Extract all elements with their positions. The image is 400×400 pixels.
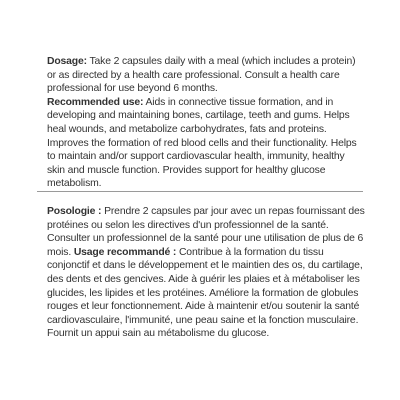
english-use-label: Recommended use: [47, 96, 144, 108]
french-use-text: Contribue à la formation du tissu conjonctif et dans le développement et le maintien des os, du cartilage, des dents et des gencives. Aide à guérir les plaies et à métaboliser les glucides, les lipides et les protéines. Améliore la formation de globules rouges et leur fonctionnement. Aide à maintenir et/ou soutenir la santé cardiovasculaire, l'immunité, une peau saine et la fonction musculaire. Fournit un appui sain au métabolisme du glucose. [47, 246, 363, 340]
section-divider [37, 191, 363, 192]
french-use-label: Usage recommandé : [71, 246, 177, 258]
french-text-block [47, 205, 365, 341]
english-use-paragraph [47, 96, 365, 191]
french-dosage-label: Posologie : [47, 206, 102, 217]
english-text-block [47, 55, 365, 191]
english-dosage-paragraph [47, 55, 365, 96]
french-paragraph [47, 205, 365, 341]
english-dosage-text: Take 2 capsules daily with a meal (which includes a protein) or as directed by a health care professional. Consult a health care professional for use beyond 6 months. [47, 56, 356, 95]
french-dosage-text: Prendre 2 capsules par jour avec un repas fournissant des protéines ou selon les directives d'un professionnel de la santé. Consulter un professionnel de la santé pour une utilisation de plus de 6 mois. [47, 206, 365, 258]
english-dosage-label: Dosage: [47, 56, 87, 67]
english-use-text: Aids in connective tissue formation, and in developing and maintaining bones, cartilage, teeth and gums. Helps heal wounds, and metabolize carbohydrates, fats and proteins. Improves the formation of red blood cells and their functionality. Helps to maintain and/or support cardiovascular health, immunity, healthy skin and muscle function. Provides support for healthy glucose metabolism. [47, 96, 357, 190]
